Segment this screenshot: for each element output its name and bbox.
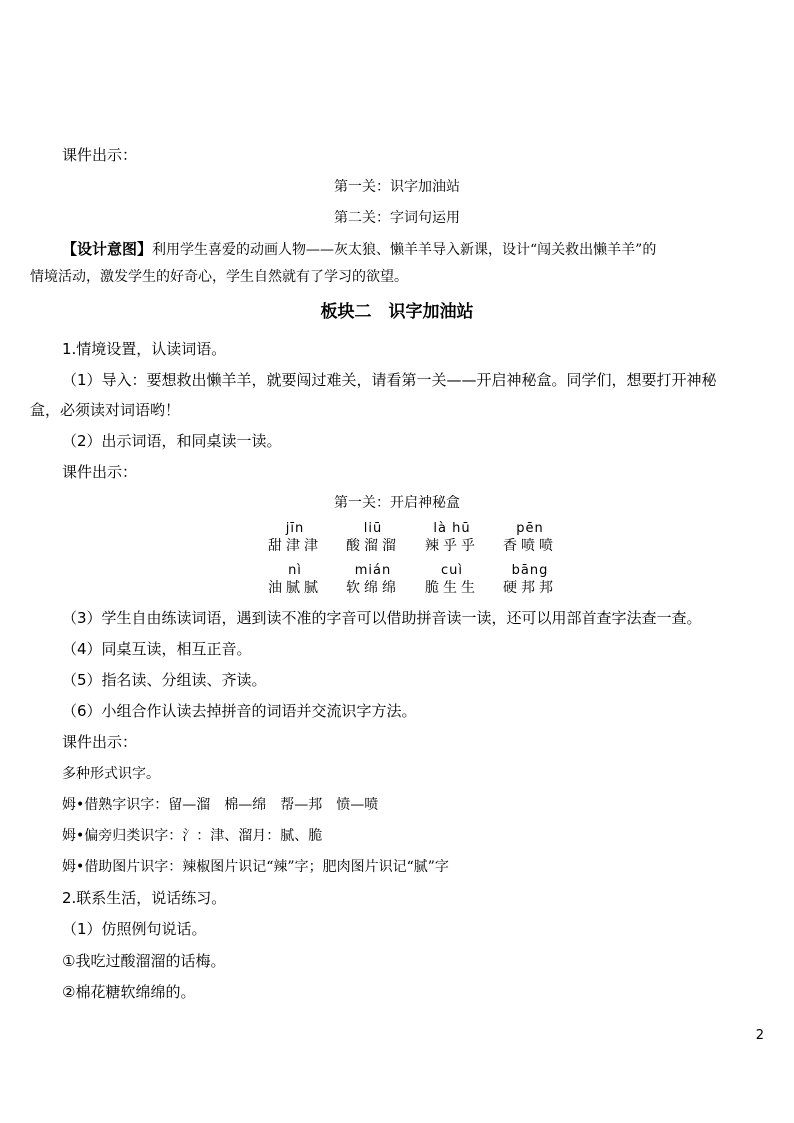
paragraph: （3）学生自由练读词语，遇到读不准的字音可以借助拼音读一读，还可以用部首查字法查一查。 [62, 609, 702, 627]
word-item: jīn 甜津津 [268, 521, 322, 554]
paragraph: （5）指名读、分组读、齐读。 [62, 671, 267, 689]
courseware-item: 多种形式识字。 [62, 766, 160, 782]
courseware-item: 姆•偏旁归类识字：氵：津、溜月：腻、脆 [62, 828, 323, 844]
word-item: mián 软绵绵 [346, 563, 400, 596]
design-intent-text: 利用学生喜爱的动画人物——灰太狼、懒羊羊导入新课，设计“闯关救出懒羊羊”的 [152, 242, 657, 258]
paragraph: （6）小组合作认读去掉拼音的词语并交流识字方法。 [62, 702, 417, 720]
design-intent [62, 238, 656, 261]
courseware-label: 课件出示： [62, 146, 138, 164]
word-item: pēn 香喷喷 [503, 521, 557, 554]
level-two-title: 第二关：字词句运用 [334, 210, 460, 226]
courseware-label: 课件出示： [62, 463, 138, 481]
design-intent-text-cont: 情境活动，激发学生的好奇心，学生自然就有了学习的欲望。 [30, 269, 408, 285]
paragraph: （1）仿照例句说话。 [62, 920, 207, 938]
paragraph: ①我吃过酸溜溜的话梅。 [62, 952, 226, 970]
page-number: 2 [755, 1028, 764, 1043]
paragraph: ②棉花糖软绵绵的。 [62, 983, 196, 1001]
paragraph: 2.联系生活，说话练习。 [62, 889, 227, 907]
paragraph: （2）出示词语，和同桌读一读。 [62, 432, 282, 450]
word-item: cuì 脆生生 [425, 563, 479, 596]
courseware-label: 课件出示： [62, 733, 138, 751]
paragraph: （1）导入：要想救出懒羊羊，就要闯过难关，请看第一关——开启神秘盒。同学们，想要打开神秘 [62, 371, 717, 389]
section-title: 板块二 识字加油站 [320, 302, 474, 322]
paragraph: 盒，必须读对词语哟！ [30, 401, 181, 419]
word-item: nì 油腻腻 [268, 563, 322, 596]
word-item: liū 酸溜溜 [346, 521, 400, 554]
word-item: là hū 辣乎乎 [425, 521, 479, 554]
word-row [0, 564, 794, 600]
word-row [0, 522, 794, 558]
paragraph: 1.情境设置，认读词语。 [62, 340, 227, 358]
box-title: 第一关：开启神秘盒 [334, 495, 460, 511]
word-item: bāng 硬邦邦 [503, 563, 557, 596]
courseware-item: 姆•借熟字识字：留—溜 棉—绵 帮—邦 愤—喷 [62, 797, 379, 813]
design-intent-label: 【设计意图】 [62, 240, 153, 258]
level-one-title: 第一关：识字加油站 [334, 179, 460, 195]
courseware-item: 姆•借助图片识字：辣椒图片识记“辣”字；肥肉图片识记“腻”字 [62, 859, 449, 875]
paragraph: （4）同桌互读，相互正音。 [62, 640, 252, 658]
